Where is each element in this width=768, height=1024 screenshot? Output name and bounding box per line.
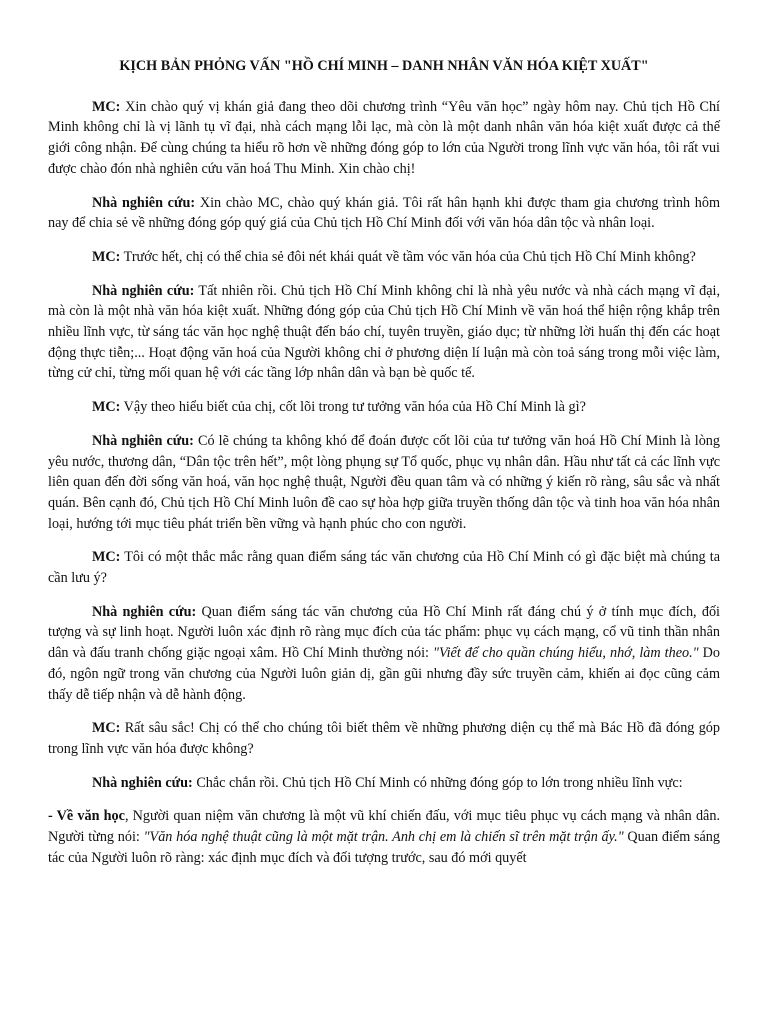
paragraph-mc: [48, 547, 720, 588]
speaker-label: MC:: [92, 399, 121, 416]
bullet-lead: - Về văn học: [48, 808, 125, 825]
paragraph-text: Có lẽ chúng ta không khó để đoán được cốt lõi của tư tưởng văn hoá Hồ Chí Minh là lòng yêu nước, thương dân, “Dân tộc trên hết”, một lòng phụng sự Tổ quốc, phục vụ nhân dân. Hầu như tất cả các lĩnh vực liên quan đến đời sống văn hoá, văn học nghệ thuật, Người đều quan tâm và có những ý kiến rõ ràng, sâu sắc và nhất quán. Bên cạnh đó, Chủ tịch Hồ Chí Minh luôn đề cao sự hòa hợp giữa truyền thống dân tộc và tinh hoa văn hóa nhân loại, hướng tới mục tiêu phát triển bền vững và hạnh phúc cho con người.: [48, 432, 720, 532]
paragraph-text-continued: Do đó, ngôn ngữ trong văn chương của Người luôn giản dị, gần gũi nhưng đầy sức truyền cảm, khiến ai đọc cũng cảm thấy dễ tiếp nhận và dễ hành động.: [48, 645, 720, 703]
paragraph-text: Rất sâu sắc! Chị có thể cho chúng tôi biết thêm về những phương diện cụ thể mà Bác Hồ đã đóng góp trong lĩnh vực văn hóa được không?: [48, 720, 720, 757]
speaker-label: Nhà nghiên cứu:: [92, 432, 194, 449]
quote-text: "Viết để cho quần chúng hiểu, nhớ, làm theo.": [433, 645, 699, 662]
paragraph-mc: [48, 397, 720, 418]
speaker-label: MC:: [92, 248, 121, 265]
paragraph-text: , Người quan niệm văn chương là một vũ khí chiến đấu, với mục tiêu phục vụ cách mạng và nhân dân. Người từng nói:: [48, 808, 720, 846]
paragraph-text: Tôi có một thắc mắc rằng quan điểm sáng tác văn chương của Hồ Chí Minh có gì đặc biệt mà chúng ta cần lưu ý?: [48, 549, 720, 587]
speaker-label: Nhà nghiên cứu:: [92, 194, 196, 211]
paragraph-text: Tất nhiên rồi. Chủ tịch Hồ Chí Minh không chỉ là nhà yêu nước và nhà cách mạng vĩ đại, mà còn là một nhà văn hóa kiệt xuất. Những đóng góp của Chủ tịch Hồ Chí Minh về văn hoá thể hiện rộng khắp trên nhiều lĩnh vực, từ sáng tác văn học nghệ thuật đến báo chí, tuyên truyền, giáo dục; từ những lời huấn thị đến các hoạt động thực tiễn;... Hoạt động văn hoá của Người không chỉ ở phương diện lí luận mà còn toả sáng trong mỗi việc làm, từng cử chỉ, từng mối quan hệ với các tầng lớp nhân dân và bạn bè quốc tế.: [48, 282, 720, 382]
paragraph-researcher: [48, 281, 720, 385]
paragraph-researcher: [48, 193, 720, 234]
paragraph-text: Chắc chắn rồi. Chủ tịch Hồ Chí Minh có những đóng góp to lớn trong nhiều lĩnh vực:: [192, 774, 683, 791]
bullet-paragraph-literature: [48, 806, 720, 868]
speaker-label: Nhà nghiên cứu:: [92, 603, 197, 620]
paragraph-text: Quan điểm sáng tác văn chương của Hồ Chí Minh rất đáng chú ý ở tính mục đích, đối tượng và sự linh hoạt. Người luôn xác định rõ ràng mục đích của tác phẩm: phục vụ cách mạng, cổ vũ tinh thần nhân dân và đấu tranh chống giặc ngoại xâm. Hồ Chí Minh thường nói:: [48, 603, 720, 662]
paragraph-researcher: [48, 431, 720, 535]
paragraph-mc: [48, 97, 720, 180]
paragraph-text: Trước hết, chị có thể chia sẻ đôi nét khái quát về tầm vóc văn hóa của Chủ tịch Hồ Chí Minh không?: [120, 248, 696, 265]
speaker-label: Nhà nghiên cứu:: [92, 774, 193, 791]
speaker-label: MC:: [92, 549, 121, 566]
document-title: KỊCH BẢN PHỎNG VẤN "HỒ CHÍ MINH – DANH NHÂN VĂN HÓA KIỆT XUẤT": [119, 58, 649, 74]
paragraph-text-continued: Quan điểm sáng tác của Người luôn rõ ràng: xác định mục đích và đối tượng trước, sau đó mới quyết: [48, 829, 720, 866]
paragraph-mc: [48, 247, 720, 268]
paragraph-text: Xin chào MC, chào quý khán giả. Tôi rất hân hạnh khi được tham gia chương trình hôm nay để chia sẻ về những đóng góp quý giá của Chủ tịch Hồ Chí Minh đối với văn hóa dân tộc và nhân loại.: [48, 194, 720, 232]
paragraph-text: Vậy theo hiểu biết của chị, cốt lõi trong tư tưởng văn hóa của Hồ Chí Minh là gì?: [120, 399, 586, 416]
speaker-label: Nhà nghiên cứu:: [92, 282, 195, 299]
speaker-label: MC:: [92, 720, 121, 737]
speaker-label: MC:: [92, 98, 121, 115]
paragraph-researcher: [48, 602, 720, 706]
paragraph-researcher: [48, 773, 720, 794]
paragraph-mc: [48, 718, 720, 759]
paragraph-text: Xin chào quý vị khán giả đang theo dõi chương trình “Yêu văn học” ngày hôm nay. Chủ tịch Hồ Chí Minh không chỉ là vị lãnh tụ vĩ đại, nhà cách mạng lỗi lạc, mà còn là một danh nhân văn hóa kiệt xuất được cả thế giới công nhận. Để cùng chúng ta hiểu rõ hơn về những đóng góp to lớn của Người trong lĩnh vực văn hóa, tôi rất vui được chào đón nhà nghiên cứu văn hoá Thu Minh. Xin chào chị!: [48, 98, 720, 177]
quote-text: "Văn hóa nghệ thuật cũng là một mặt trận. Anh chị em là chiến sĩ trên mặt trận ấy.": [143, 829, 624, 846]
